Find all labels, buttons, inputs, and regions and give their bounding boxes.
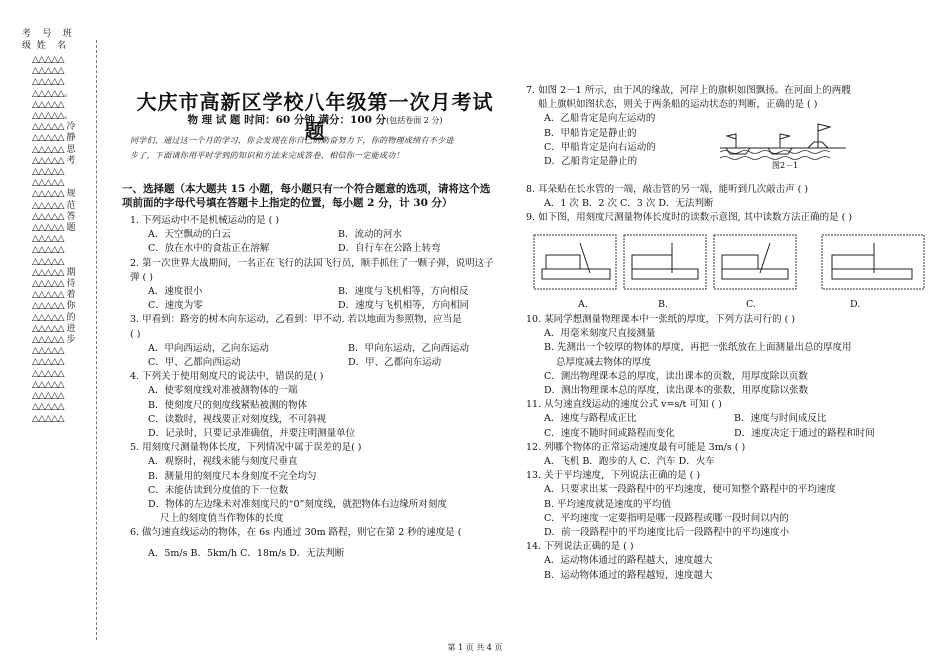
right-questions: 7. 如图 2－1 所示，由于风的缘故，河岸上的旗帜如图飘扬。在河面上的两艘 船上旗帜如图状态，则关于两条船的运动状态的判断，正确的是 ( ) A．乙船肯定是向左运动的 B．甲船肯定是静止的 C．甲船肯定是向右运动的 D．乙船肯定是静止的 [526, 84, 936, 169]
seal-line: △△△△△。 [32, 111, 73, 122]
seal-line: △△△△△ 待 [32, 279, 75, 290]
seal-line: △△△△△ 考 [32, 155, 75, 166]
ruler-figure-b [624, 235, 706, 289]
seal-line: △△△△△ 着 [32, 290, 75, 301]
seal-line: △△△△△ [32, 234, 65, 245]
binding-margin [0, 0, 82, 671]
seal-line: △△△△△ [32, 379, 65, 390]
question-9: 9. 如下图，用刻度尺测量物体长度时的读数示意图, 其中读数方法正确的是 ( ) [526, 212, 853, 224]
ruler-figure-d [822, 235, 924, 289]
binding-divider [96, 40, 97, 640]
ruler-label-a: A. [578, 299, 588, 310]
seal-line: △△△△△ [32, 77, 65, 88]
question-4: 4. 下列关于使用刻度尺的说法中，错误的是( ) [130, 371, 324, 383]
page-footer: 第 1 页 共 4 页 [447, 643, 503, 652]
seal-line: △△△△△ [32, 66, 65, 77]
ruler-label-c: C. [746, 299, 756, 310]
question-1: 1. 下列运动中不是机械运动的是 ( ) [130, 215, 280, 226]
question-3: 3. 甲看到：路旁的树木向东运动，乙看到：甲不动. 若以地面为参照物，应当是 [130, 314, 462, 326]
right-questions-2: 8. 耳朵贴在长水管的一端，敲击管的另一端，能听到几次敲击声 ( ) A．1 次 B．2 次 C．3 次 D．无法判断 9. 如下图，用刻度尺测量物体长度时的读数示意图, 其中读数方法正确的是 ( ) [526, 183, 936, 226]
ruler-figure-c [714, 235, 796, 289]
question-14: 14. 下列说法正确的是 ( ) [526, 541, 634, 553]
ruler-label-d: D. [850, 299, 861, 310]
seal-line: △△△△△ 冷 [32, 122, 75, 133]
intro-note: 同学们，通过这一个月的学习，你会发现在你自己的勤奋努力下，你的物理成绩有不少进 步了，下面请你用平时学到的知识和方法来完成答卷，相信你一定能成功！ [130, 136, 454, 160]
seal-line: △△△△△ [32, 402, 65, 413]
seal-line: △△△△△ 步 [32, 335, 75, 346]
seal-line: △△△△△ [32, 178, 65, 189]
seal-line: △△△△△ [32, 99, 65, 110]
ruler-label-b: B. [658, 299, 669, 310]
seal-line: △△△△△ 的 [32, 312, 75, 323]
student-info-header: 考 号 班 级 姓 名 [22, 29, 72, 51]
seal-line: △△△△△ 期 [32, 267, 75, 278]
ruler-diagrams [532, 233, 928, 293]
figure-label: 图2－1 [772, 161, 799, 170]
seal-line: △△△△△ [32, 391, 65, 402]
seal-line: △△△△△ [32, 55, 65, 65]
exam-title: 大庆市高新区学校八年级第一次月考试题 [136, 90, 494, 143]
question-2: 2. 第一次世界大战期间，一名正在飞行的法国飞行员，顺手抓住了一颗子弹，说明这子 [130, 257, 494, 269]
exam-subtitle: 物 理 试 题 时间：60 分钟 满分：100 分(包括卷面 2 分) [187, 114, 443, 126]
seal-line: △△△△△ 你 [32, 301, 75, 312]
left-questions: 1. 下列运动中不是机械运动的是 ( ) A．天空飘动的白云 B．流动的河水 C．放在水中的食盐正在溶解 D．自行车在公路上转弯 2. 第一次世界大战期间，一名正在飞行的法国飞行员，顺手抓住了一颗子弹，说明这子 弹 ( ) A．速度很小 B．速度与飞机相等，方向相反 C．速度为零 D．速度与飞机相等，方向相同 3. 甲看到：路旁的树木向东运动，乙看到：甲不动. 若以地面为参照物，应当是 ( ) A．甲向西运动，乙向东运动 B．甲向东运动，乙向西运动 C．甲、乙都向西运动 D．甲、乙都向东运动 4. 下列关于使用刻度尺的说法中，错误的是( ) A．使零刻度线对准被测物体的一端 B．使刻度尺的刻度线紧贴被测的物体 C．读数时，视线要正对刻度线，不可斜视 D．记录时，只要记录准确值，并要注明测量单位 5. 用刻度尺测量物体长度，下列情况中属于误差的是( ) A．观察时，视线未能与刻度尺垂直 B．测量用的刻度尺本身刻度不完全均匀 C．未能估读到分度值的下一位数 D．物体的左边缘未对准刻度尺的“0”刻度线，就把物体右边缘所对刻度 尺上的刻度值当作物体的长度 6. 做匀速直线运动的物体，在 6s 内通过 30m 路程，则它在第 2 秒的速度是 ( A．5m/s B．5km/h C．18m/s D．无法判断 [130, 214, 510, 561]
seal-line-column [32, 55, 75, 425]
seal-line: △△△△△ [32, 346, 65, 357]
seal-line: △△△△△ [32, 413, 65, 424]
question-12: 12. 列哪个物体的正常运动速度最有可能是 3m/s ( ) [526, 441, 746, 453]
seal-line: △△△△△ 规 [32, 189, 75, 200]
seal-line: △△△△△ 静 [32, 133, 75, 144]
seal-line: △△△△△ 范 [32, 200, 75, 211]
question-13: 13. 关于平均速度，下列说法正确的是 ( ) [526, 470, 701, 482]
question-8: 8. 耳朵贴在长水管的一端，敲击管的另一端，能听到几次敲击声 ( ) [526, 184, 809, 195]
seal-line: △△△△△ [32, 256, 65, 267]
seal-line: △△△△△ 进 [32, 323, 75, 334]
ruler-figure-a [534, 235, 616, 289]
seal-line: △△△△△。 [32, 88, 73, 99]
section-heading: 一、选择题（本大题共 15 小题，每小题只有一个符合题意的选项，请将这个选 项前面的字母代号填在答题卡上指定的位置，每小题 2 分，计 30 分） [122, 183, 491, 209]
seal-line: △△△△△ 思 [32, 144, 75, 155]
question-11: 11. 从匀速直线运动的速度公式 v=s/t 可知 ( ) [526, 399, 722, 411]
question-6: 6. 做匀速直线运动的物体，在 6s 内通过 30m 路程，则它在第 2 秒的速度是 ( [130, 527, 462, 539]
ruler-figures [532, 233, 928, 293]
seal-line: △△△△△ [32, 245, 65, 256]
seal-line: △△△△△ [32, 368, 65, 379]
seal-line: △△△△△ [32, 357, 65, 368]
seal-line: △△△△△ 题 [32, 223, 75, 234]
question-5: 5. 用刻度尺测量物体长度，下列情况中属于误差的是( ) [130, 442, 362, 454]
question-10: 10. 某同学想测量物理课本中一张纸的厚度，下列方法可行的 ( ) [526, 314, 796, 325]
seal-line: △△△△△ 答 [32, 211, 75, 222]
question-7: 7. 如图 2－1 所示，由于风的缘故，河岸上的旗帜如图飘扬。在河面上的两艘 [526, 85, 851, 96]
figure-2-1 [718, 118, 848, 174]
right-questions-3: 10. 某同学想测量物理课本中一张纸的厚度，下列方法可行的 ( ) A．用毫米刻度尺直接测量 B. 先测出一个较厚的物体的厚度，再把一张纸放在上面测量出总的厚度用 总厚度减去物体的厚度 C．测出物理课本总的厚度，读出课本的页数，用厚度除以页数 D．测出物理课本总的厚度，读出课本的张数，用厚度除以张数 11. 从匀速直线运动的速度公式 v=s/t 可知 ( ) A．速度与路程成正比 B．速度与时间成反比 C．速度不随时间或路程而变化 D．速度决定于通过的路程和时间 12. 列哪个物体的正常运动速度最有可能是 3m/s ( ) A．飞机 B．跑步的人 C．汽车 D．火车 13. 关于平均速度，下列说法正确的是 ( ) A．只要求出某一段路程中的平均速度，便可知整个路程中的平均速度 B. 平均速度就是速度的平均值 C．平均速度一定要指明是哪一段路程或哪一段时间以内的 D．前一段路程中的平均速度比后一段路程中的平均速度小 14. 下列说法正确的是 ( ) A．运动物体通过的路程越大，速度越大 B．运动物体通过的路程越短，速度越大 [526, 313, 936, 583]
seal-line: △△△△△ [32, 167, 65, 178]
